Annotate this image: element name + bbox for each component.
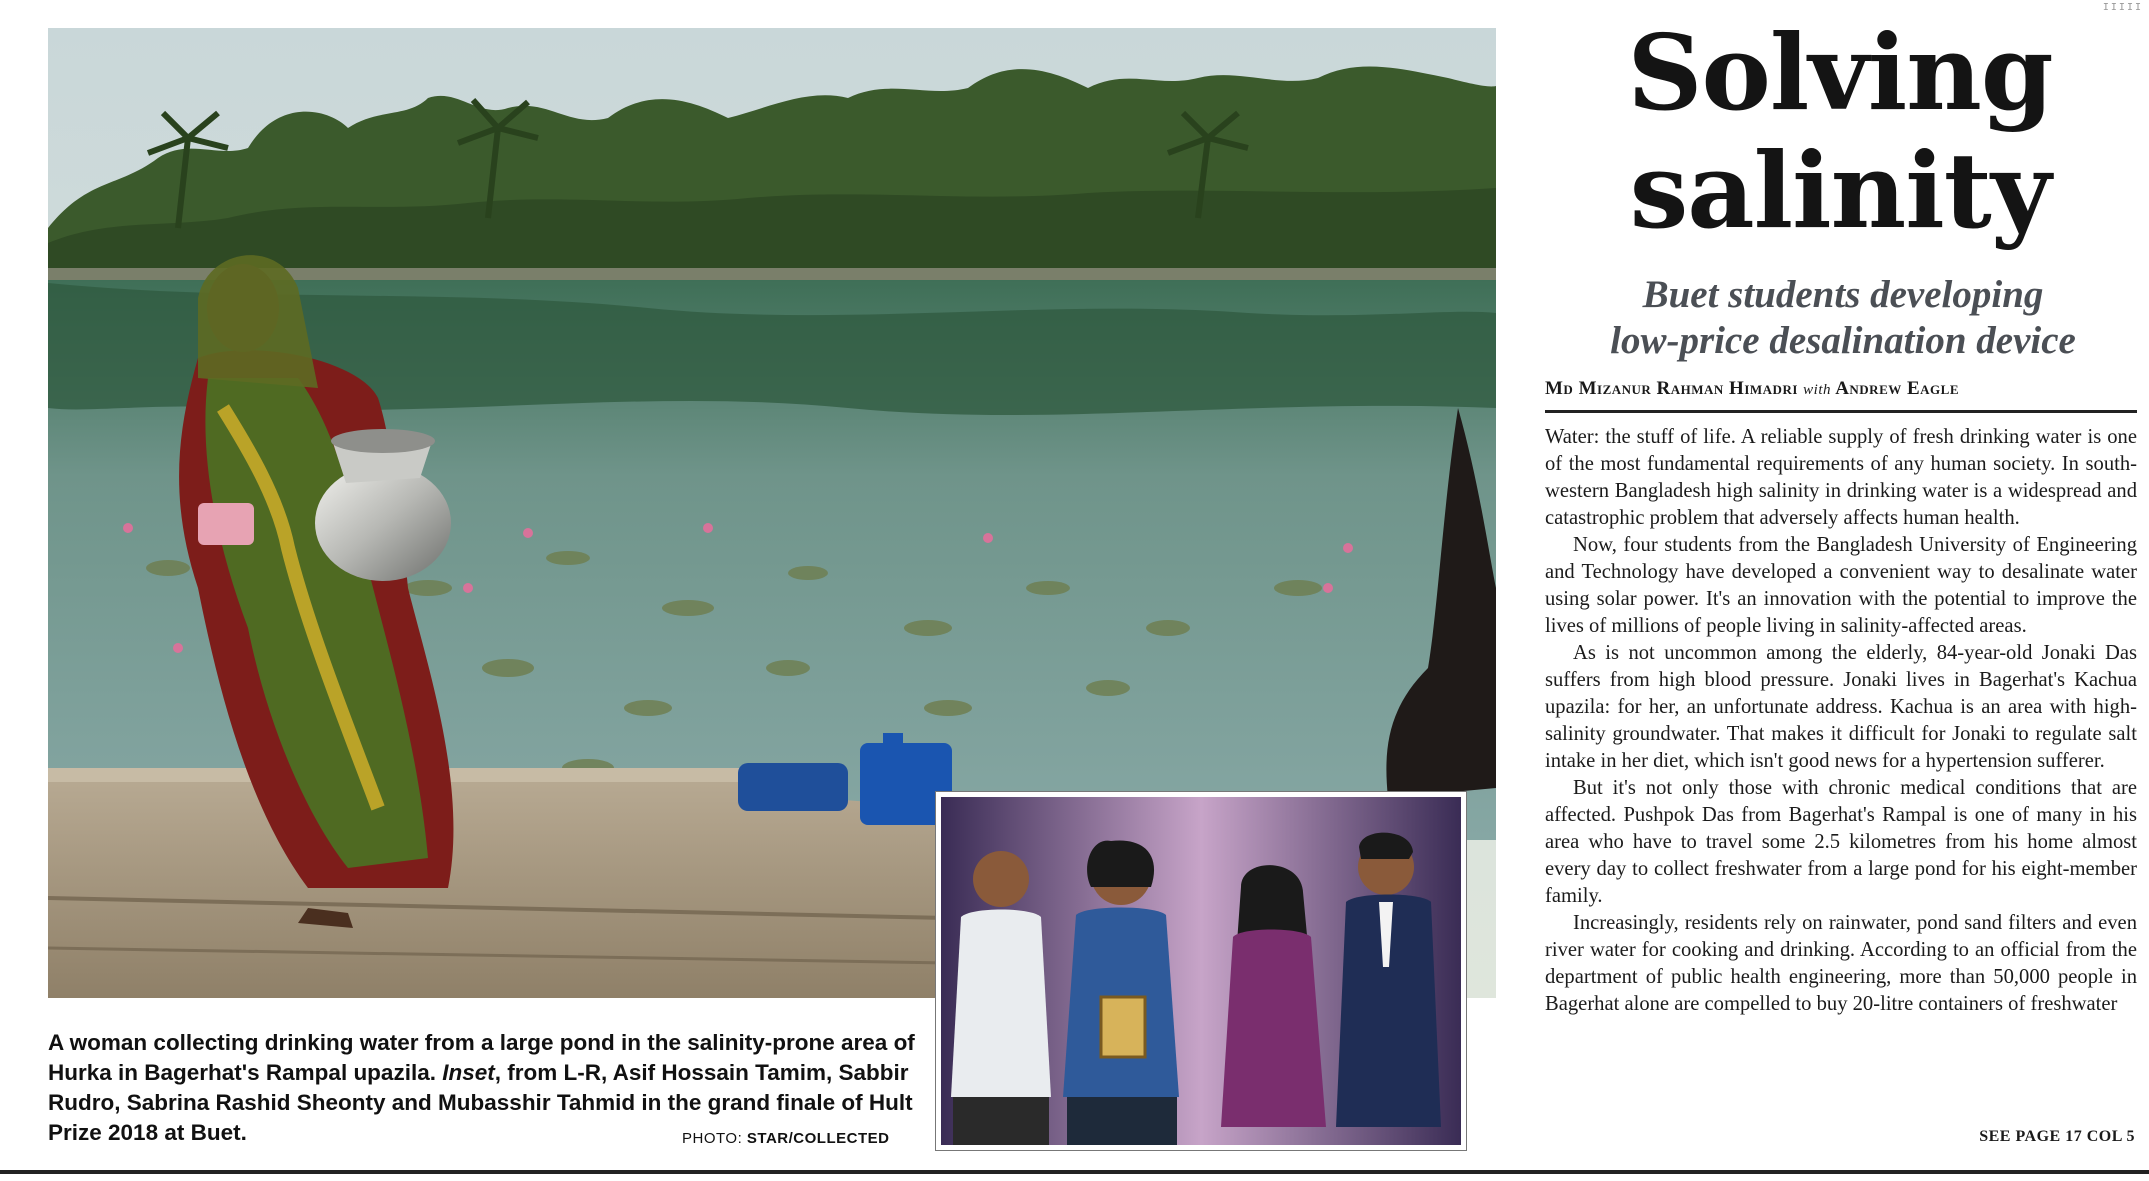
caption-text-2: , from L-R, Asif Hossain Tamim, Sabbir Rudro, Sabrina Rashid Sheonty and Mubasshir Tahmid in the grand finale of Hult Prize 2018 at Buet.: [48, 1060, 913, 1145]
byline-author-1: Md Mizanur Rahman Himadri: [1545, 378, 1798, 399]
headline: [1545, 11, 2135, 252]
article-paragraph: Now, four students from the Bangladesh University of Engineering and Technology have developed a convenient way to desalinate water using solar power. It's an innovation with the potential to improve the lives of millions of people living in salinity-affected areas.: [1545, 534, 2137, 637]
byline-author-2: Andrew Eagle: [1835, 378, 1960, 399]
byline: [1545, 378, 2135, 400]
photo-credit-value: STAR/COLLECTED: [746, 1130, 890, 1147]
inset-photo: [936, 792, 1466, 1150]
caption-text-1: A woman collecting drinking water from a large pond in the salinity-prone area of Hurka in Bagerhat's Rampal upazila.: [48, 1030, 915, 1085]
page-bottom-rule: [0, 1170, 2149, 1174]
article-paragraph: Increasingly, residents rely on rainwater, pond sand filters and even river water for cooking and drinking. According to an official from the department of public health engineering, more than 50,000 people in Bagerhat alone are compelled to buy 20-litre containers of freshwater: [1545, 912, 2137, 1015]
caption-inset-word: Inset: [442, 1060, 495, 1085]
subheadline-line-1: Buet students developing: [1642, 273, 2044, 316]
registration-mark: IIIII: [2102, 2, 2143, 13]
article-paragraph: Water: the stuff of life. A reliable supply of fresh drinking water is one of the most fundamental requirements of any human society. In south-western Bangladesh high salinity in drinking water is a widespread and catastrophic problem that adversely affects human health.: [1545, 426, 2137, 529]
article-paragraph: But it's not only those with chronic medical conditions that are affected. Pushpok Das from Bagerhat's Rampal is one of many in his area who have to travel some 2.5 kilometres from his home almost every day to collect freshwater from a large pond for his eight-member family.: [1545, 777, 2137, 907]
article-paragraph: As is not uncommon among the elderly, 84-year-old Jonaki Das suffers from high blood pressure. Jonaki lives in Bagerhat's Kachua upazila: for her, an unfortunate address. Kachua is an area with high-salinity groundwater. That makes it difficult for Jonaki to regulate salt intake in her diet, which isn't good news for a hypertension sufferer.: [1545, 642, 2137, 772]
photo-credit-label: PHOTO:: [682, 1130, 747, 1147]
headline-line-1: Solving: [1627, 11, 2053, 134]
continued-jump: SEE PAGE 17 COL 5: [1979, 1128, 2135, 1145]
award-group-illustration: [941, 797, 1461, 1145]
byline-with: with: [1803, 382, 1831, 398]
photo-credit: [682, 1130, 922, 1147]
subheadline-line-2: low-price desalination device: [1610, 319, 2076, 362]
byline-rule: [1545, 410, 2137, 413]
article-body: [1545, 424, 2137, 1018]
subheadline: [1548, 272, 2138, 364]
headline-line-2: salinity: [1629, 129, 2051, 252]
